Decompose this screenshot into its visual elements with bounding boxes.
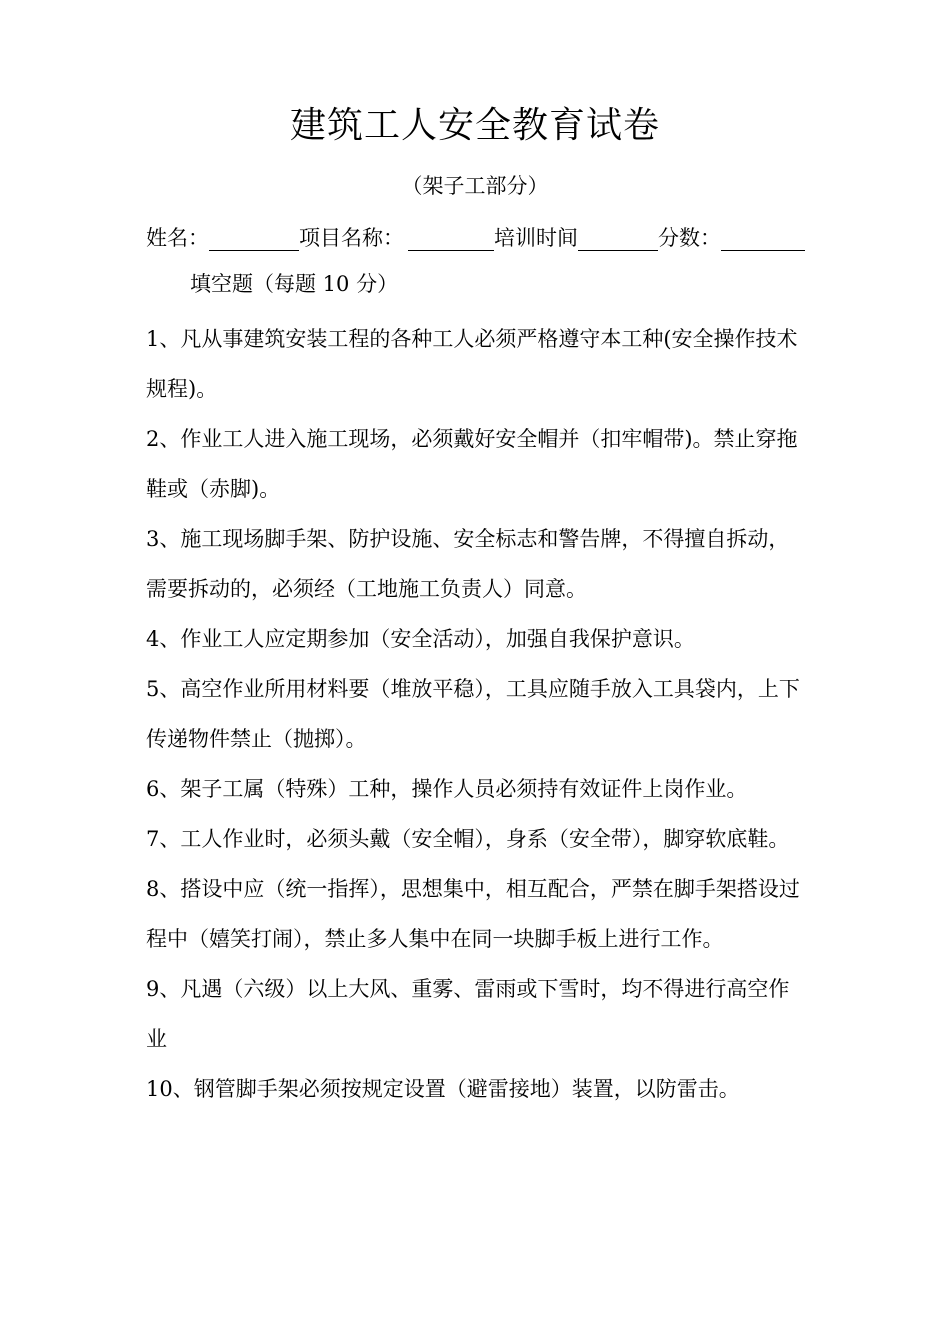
page-title: 建筑工人安全教育试卷 <box>289 105 660 146</box>
question-item: 9、凡遇（六级）以上大风、重雾、雷雨或下雪时，均不得进行高空作业 <box>146 977 790 1051</box>
question-item: 3、施工现场脚手架、防护设施、安全标志和警告牌，不得擅自拆动，需要拆动的，必须经（工地施工负责人）同意。 <box>146 527 790 601</box>
score-label: 分数： <box>658 226 721 250</box>
question-item: 6、架子工属（特殊）工种，操作人员必须持有效证件上岗作业。 <box>146 777 748 801</box>
project-blank <box>408 226 494 251</box>
question-list <box>146 314 810 1114</box>
training-blank <box>578 226 658 251</box>
info-row <box>146 222 816 254</box>
project-label: 项目名称： <box>299 226 404 250</box>
question-item: 2、作业工人进入施工现场，必须戴好安全帽并（扣牢帽带)。禁止穿拖鞋或（赤脚)。 <box>146 427 798 501</box>
question-item: 10、钢管脚手架必须按规定设置（避雷接地）装置，以防雷击。 <box>146 1077 740 1101</box>
training-label: 培训时间 <box>494 226 578 250</box>
question-item: 4、作业工人应定期参加（安全活动），加强自我保护意识。 <box>146 627 695 651</box>
score-blank <box>721 226 805 251</box>
question-item: 5、高空作业所用材料要（堆放平稳），工具应随手放入工具袋内，上下传递物件禁止（抛掷）。 <box>146 677 800 751</box>
question-item: 1、凡从事建筑安装工程的各种工人必须严格遵守本工种(安全操作技术规程)。 <box>146 327 798 401</box>
page-subtitle: （架子工部分） <box>401 174 549 198</box>
name-blank <box>209 226 299 251</box>
name-label: 姓名： <box>146 226 209 250</box>
section-heading: 填空题（每题 10 分） <box>190 272 399 296</box>
question-item: 7、工人作业时，必须头戴（安全帽），身系（安全带），脚穿软底鞋。 <box>146 827 790 851</box>
question-item: 8、搭设中应（统一指挥），思想集中，相互配合，严禁在脚手架搭设过程中（嬉笑打闹），禁止多人集中在同一块脚手板上进行工作。 <box>146 877 800 951</box>
